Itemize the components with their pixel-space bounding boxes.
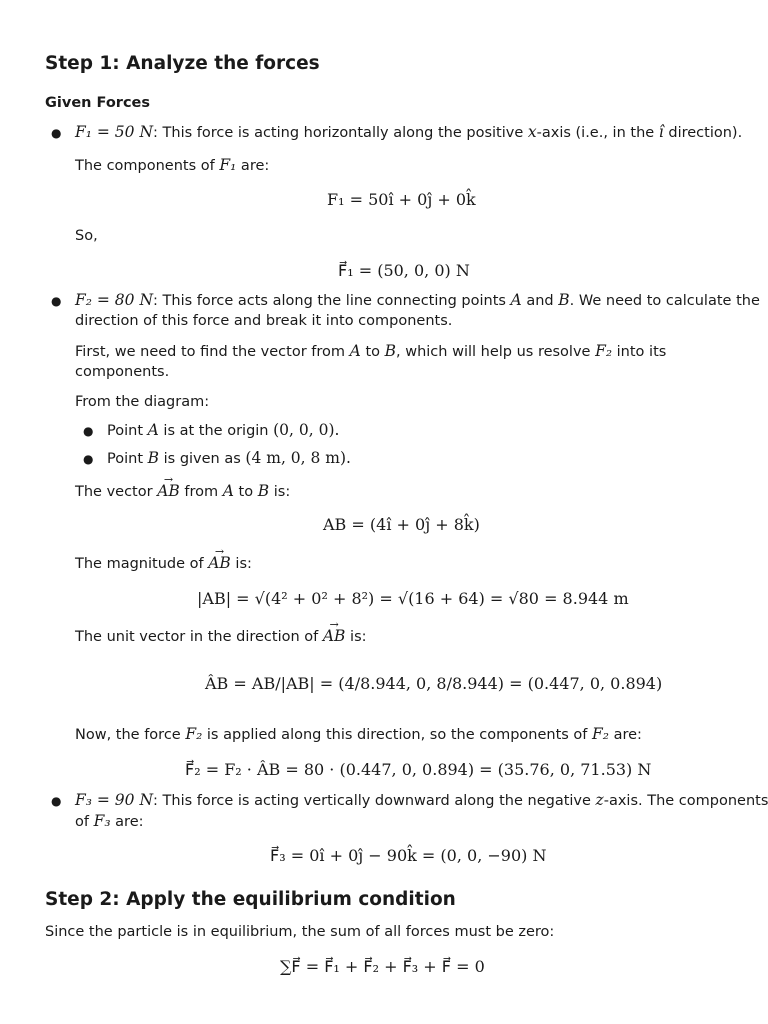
f1-vector-equation: F⃗₁ = (50, 0, 0) N bbox=[338, 261, 470, 280]
bullet-dot: ● bbox=[51, 126, 62, 140]
step2-heading: Step 2: Apply the equilibrium condition bbox=[45, 889, 456, 910]
f2-first-line1: First, we need to find the vector from A to B, which will help us resolve F₂ into its bbox=[75, 342, 667, 360]
point-b-item: Point B is given as (4 m, 0, 8 m). bbox=[107, 449, 351, 467]
f1-components-intro: The components of F₁ are: bbox=[75, 156, 270, 174]
equilibrium-text: Since the particle is in equilibrium, the sum of all forces must be zero: bbox=[45, 924, 555, 940]
so-text: So, bbox=[75, 228, 98, 244]
given-forces-subheading: Given Forces bbox=[45, 95, 151, 111]
point-a-item: Point A is at the origin (0, 0, 0). bbox=[107, 421, 340, 439]
f3-label: F₃ = 90 N bbox=[75, 791, 154, 809]
f2-label: F₂ = 80 N bbox=[75, 291, 154, 309]
f2-first-line2: components. bbox=[75, 364, 170, 380]
f3-description-line1: F₃ = 90 N: This force is acting vertically downward along the negative z-axis. The components bbox=[75, 791, 768, 809]
magnitude-intro: The magnitude of AB → is: bbox=[75, 553, 252, 575]
step1-heading: Step 1: Analyze the forces bbox=[45, 53, 320, 74]
ab-equation: AB = (4î + 0ĵ + 8k̂) bbox=[323, 515, 480, 534]
vector-ab-intro: The vector AB → from A to B is: bbox=[75, 481, 290, 503]
equilibrium-equation: ∑F⃗ = F⃗₁ + F⃗₂ + F⃗₃ + F⃗ = 0 bbox=[280, 957, 485, 976]
bullet-dot: ● bbox=[83, 424, 94, 438]
f3-equation: F⃗₃ = 0î + 0ĵ − 90k̂ = (0, 0, −90) N bbox=[270, 846, 547, 865]
f1-label: F₁ = 50 N bbox=[75, 123, 154, 141]
unit-vector-intro: The unit vector in the direction of AB → is: bbox=[75, 626, 367, 648]
bullet-dot: ● bbox=[51, 794, 62, 808]
f1-equation: F₁ = 50î + 0ĵ + 0k̂ bbox=[327, 190, 476, 209]
f2-force-equation: F⃗₂ = F₂ · ÂB = 80 · (0.447, 0, 0.894) = (35.76, 0, 71.53) N bbox=[185, 760, 652, 779]
now-text: Now, the force F₂ is applied along this direction, so the components of F₂ are: bbox=[75, 725, 642, 743]
f2-description-line2: direction of this force and break it into components. bbox=[75, 313, 453, 329]
magnitude-equation: |AB| = √(4² + 0² + 8²) = √(16 + 64) = √80 = 8.944 m bbox=[197, 589, 629, 608]
bullet-dot: ● bbox=[83, 452, 94, 466]
f2-description-line1: F₂ = 80 N: This force acts along the line connecting points A and B. We need to calculate the bbox=[75, 291, 760, 309]
f3-description-line2: of F₃ are: bbox=[75, 812, 144, 830]
unit-vector-equation: ÂB = AB/|AB| = (4/8.944, 0, 8/8.944) = (0.447, 0, 0.894) bbox=[205, 674, 663, 693]
from-diagram-text: From the diagram: bbox=[75, 394, 210, 410]
f1-description: F₁ = 50 N: This force is acting horizontally along the positive x-axis (i.e., in the î direction). bbox=[75, 123, 743, 141]
bullet-dot: ● bbox=[51, 294, 62, 308]
